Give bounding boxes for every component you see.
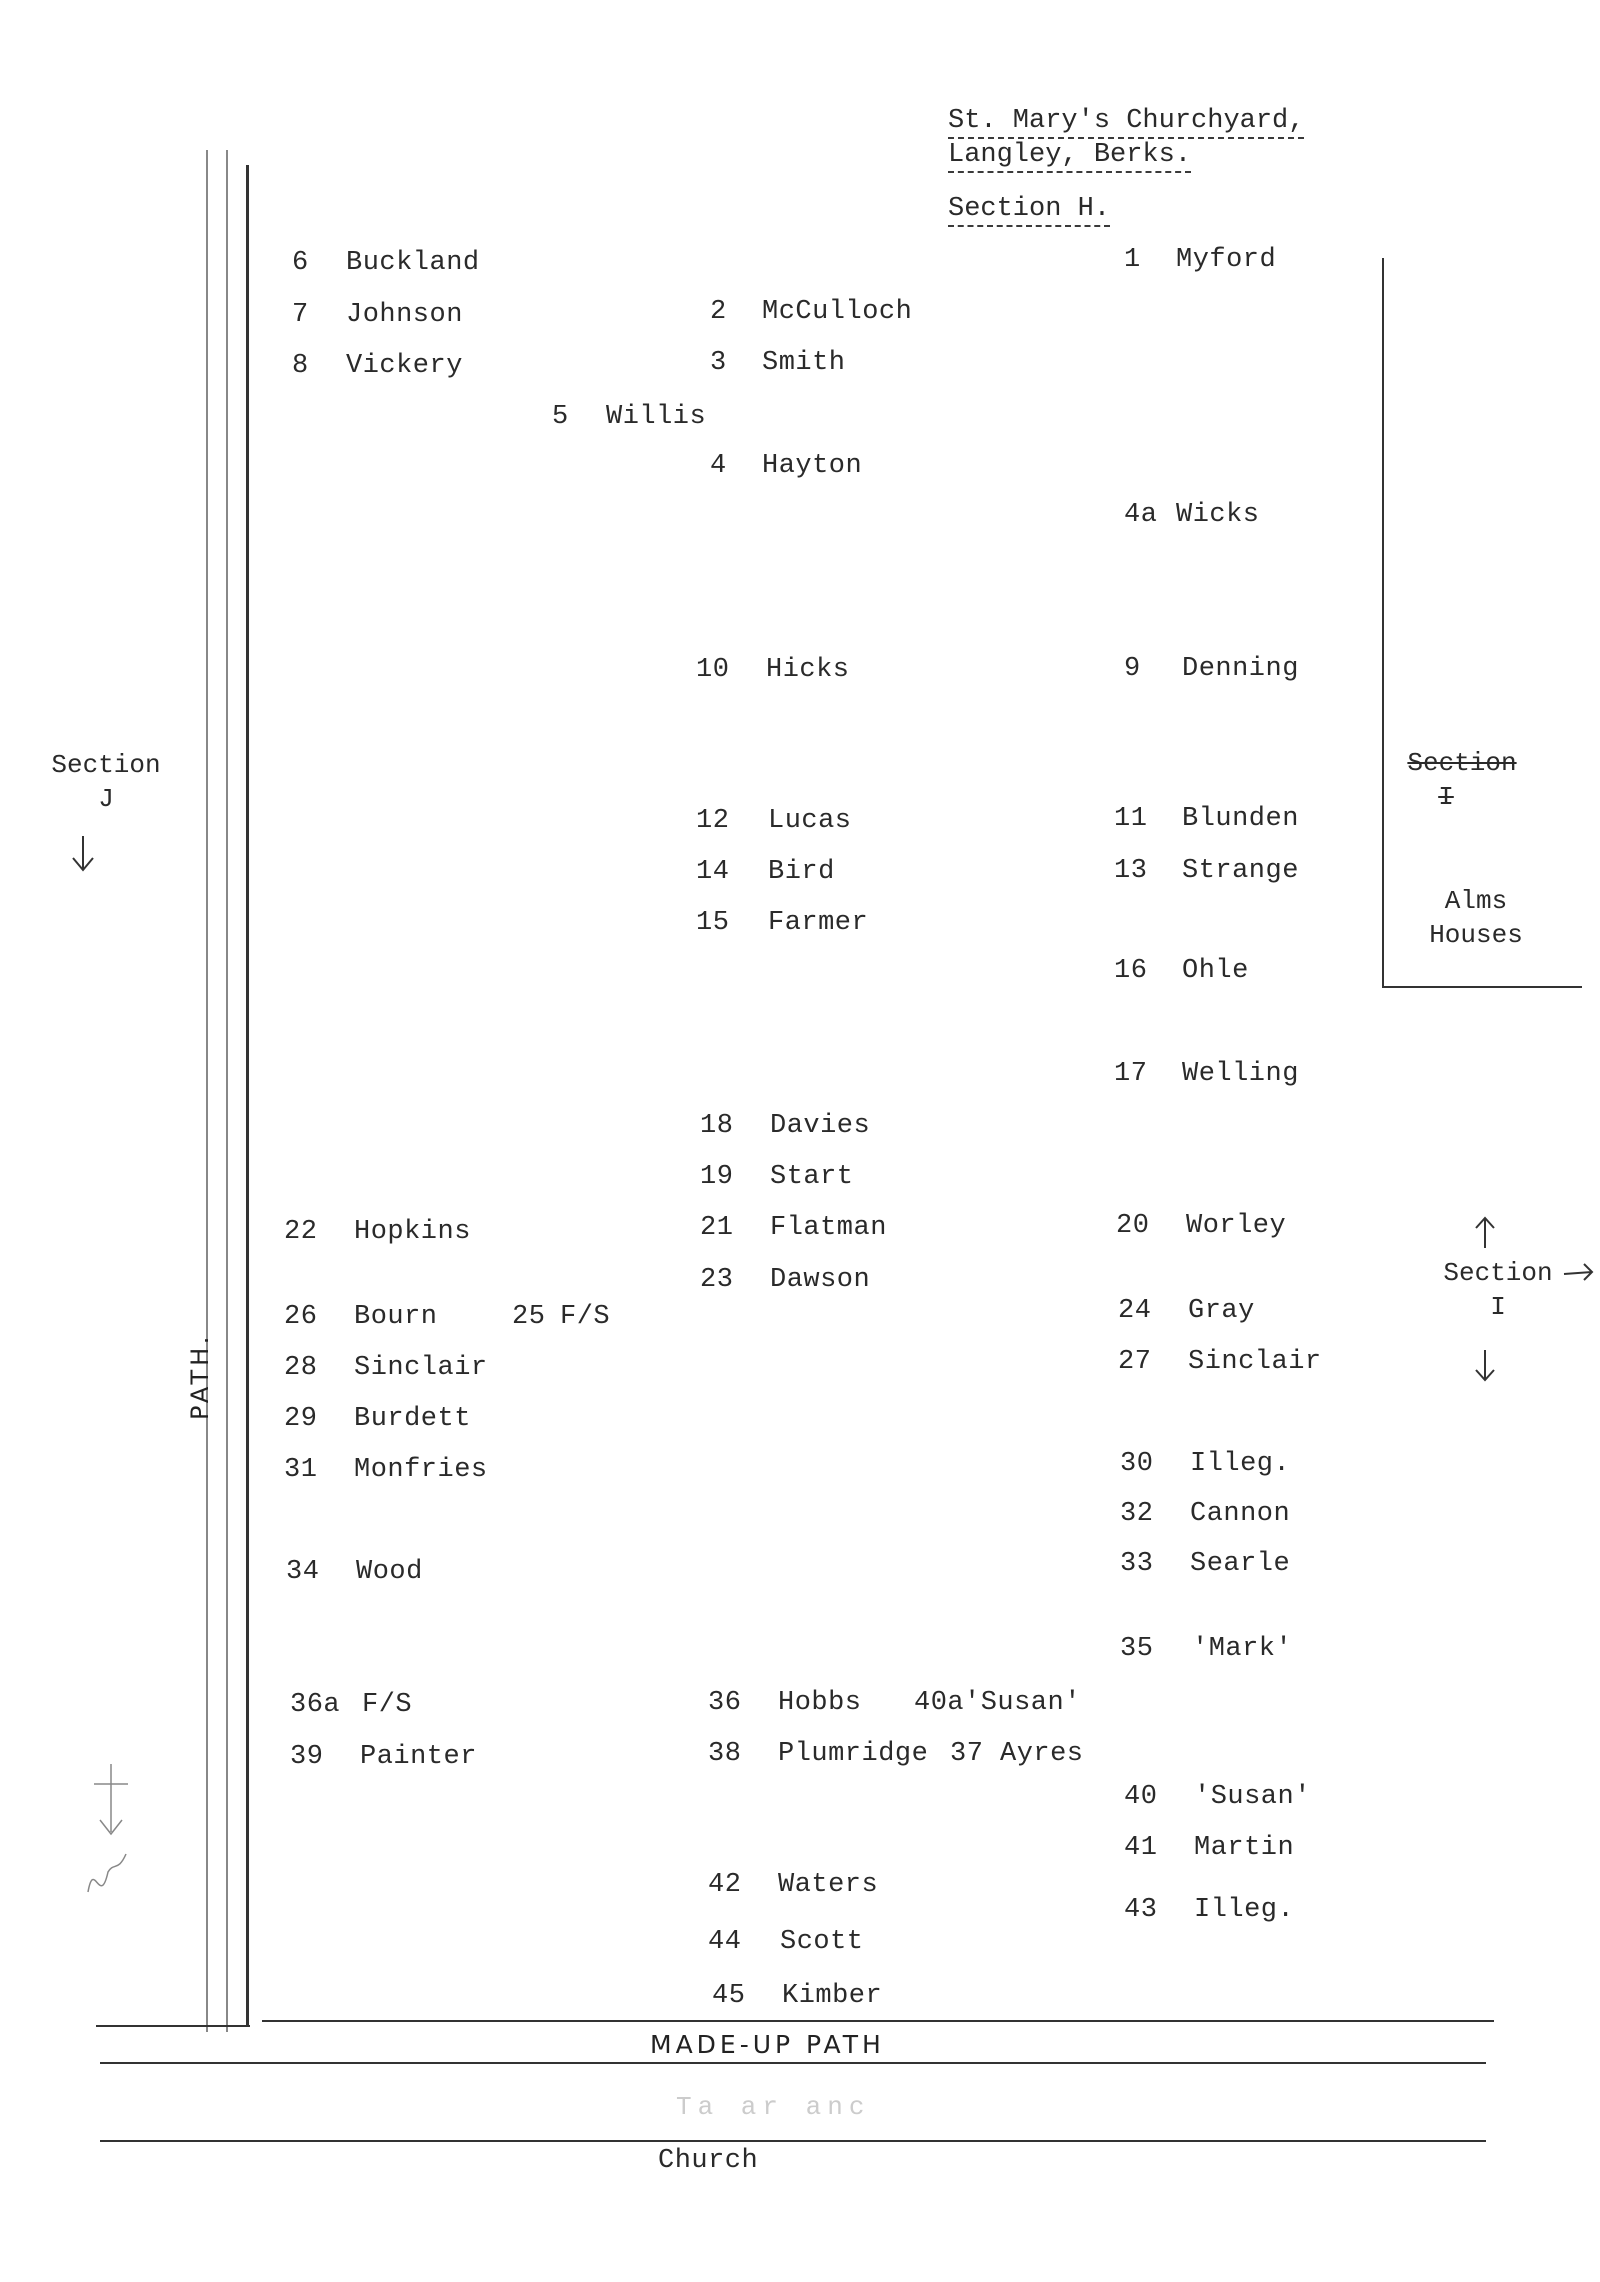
grave-name: 'Mark' (1192, 1634, 1293, 1664)
grave-entry (1124, 1784, 1311, 1811)
grave-entry (292, 250, 480, 277)
grave-number: 1 (1124, 245, 1141, 275)
grave-name: Illeg. (1194, 1895, 1295, 1925)
path-line-inner (226, 150, 228, 2032)
church-label: Church (658, 2146, 759, 2176)
grave-number: 41 (1124, 1833, 1158, 1863)
grave-name: Start (770, 1162, 854, 1192)
grave-number: 26 (284, 1302, 318, 1332)
grave-entry (284, 1457, 488, 1484)
grave-number: 9 (1124, 654, 1141, 684)
grave-entry (284, 1406, 471, 1433)
grave-number: 18 (700, 1111, 734, 1141)
grave-number: 36a (290, 1690, 341, 1720)
grave-entry (1118, 1298, 1255, 1325)
grave-number: 30 (1120, 1449, 1154, 1479)
grave-name: Kimber (782, 1981, 883, 2011)
grave-number: 17 (1114, 1059, 1148, 1089)
grave-entry (708, 1872, 878, 1899)
grave-name: McCulloch (762, 297, 913, 327)
grave-entry (696, 657, 850, 684)
grave-name: Hopkins (354, 1217, 471, 1247)
grave-number: 3 (710, 348, 727, 378)
grave-name: Flatman (770, 1213, 887, 1243)
grave-name: Illeg. (1190, 1449, 1291, 1479)
grave-name: Martin (1194, 1833, 1295, 1863)
grave-entry (1124, 656, 1299, 683)
grave-name: Bird (768, 857, 835, 887)
grave-entry (286, 1559, 423, 1586)
grave-name: Johnson (346, 300, 463, 330)
grave-name: F/S (560, 1302, 611, 1332)
grave-name: Burdett (354, 1404, 471, 1434)
grave-name: Lucas (768, 806, 852, 836)
section-i-letter: I (1490, 1292, 1506, 1322)
made-up-path-label: MADE-UP PATH (650, 2030, 885, 2059)
grave-number: 4a (1124, 500, 1158, 530)
grave-number: 37 (950, 1739, 984, 1769)
grave-number: 35 (1120, 1634, 1154, 1664)
grave-number: 36 (708, 1688, 742, 1718)
grave-name: Wicks (1176, 500, 1260, 530)
grave-name: Ohle (1182, 956, 1249, 986)
grave-number: 19 (700, 1162, 734, 1192)
grave-entry (1120, 1501, 1290, 1528)
grave-entry (950, 1741, 1084, 1768)
grave-name: Hicks (766, 655, 850, 685)
grave-entry (696, 808, 852, 835)
grave-number: 14 (696, 857, 730, 887)
grave-number: 28 (284, 1353, 318, 1383)
grave-name: Ayres (1000, 1739, 1084, 1769)
section-i-word: Section (1443, 1258, 1553, 1288)
grave-name: Monfries (354, 1455, 488, 1485)
header-line-2: Langley, Berks. (948, 142, 1191, 173)
grave-entry (700, 1267, 870, 1294)
grave-number: 20 (1116, 1211, 1150, 1241)
grave-name: Vickery (346, 351, 463, 381)
grave-number: 6 (292, 248, 309, 278)
grave-number: 29 (284, 1404, 318, 1434)
section-border-right (1382, 258, 1384, 988)
grave-name: F/S (362, 1690, 413, 1720)
section-border-bottom (262, 2020, 1494, 2022)
grave-number: 15 (696, 908, 730, 938)
grave-entry (1114, 958, 1249, 985)
section-j-label (38, 748, 174, 816)
grave-entry (1124, 1835, 1294, 1862)
grave-number: 40a (914, 1688, 965, 1718)
grave-number: 8 (292, 351, 309, 381)
path-line-outer (206, 150, 208, 2032)
church-boundary (100, 2140, 1486, 2142)
grave-name: Buckland (346, 248, 480, 278)
grave-number: 42 (708, 1870, 742, 1900)
grave-entry (284, 1355, 488, 1382)
grave-name: Hayton (762, 451, 863, 481)
grave-entry (1120, 1551, 1290, 1578)
grave-entry (710, 350, 846, 377)
grave-entry (512, 1304, 610, 1331)
path-label: PATH. (186, 1332, 214, 1420)
grave-number: 43 (1124, 1895, 1158, 1925)
houses-word: Houses (1429, 920, 1523, 950)
struck-section-label: Section (1407, 748, 1517, 778)
grave-number: 31 (284, 1455, 318, 1485)
section-j-letter: J (98, 784, 114, 814)
faint-text: Ta ar anc (676, 2092, 871, 2122)
grave-entry (1124, 502, 1260, 529)
grave-entry (552, 404, 706, 431)
grave-number: 24 (1118, 1296, 1152, 1326)
grave-entry (1120, 1636, 1292, 1663)
grave-name: Painter (360, 1742, 477, 1772)
grave-entry (1124, 1897, 1294, 1924)
alms-word: Alms (1444, 886, 1508, 916)
alms-houses-label (1408, 884, 1544, 952)
grave-name: Searle (1190, 1549, 1291, 1579)
arrow-right-icon (1562, 1260, 1596, 1284)
grave-entry (708, 1929, 864, 1956)
grave-entry (700, 1164, 854, 1191)
grave-entry (1114, 806, 1299, 833)
grave-entry (696, 859, 835, 886)
section-i-label (1434, 1256, 1562, 1324)
grave-number: 23 (700, 1265, 734, 1295)
grave-entry (1114, 858, 1299, 885)
grave-number: 45 (712, 1981, 746, 2011)
grave-number: 21 (700, 1213, 734, 1243)
grave-number: 7 (292, 300, 309, 330)
grave-name: Blunden (1182, 804, 1299, 834)
grave-entry (696, 910, 868, 937)
arrow-up-icon (1470, 1214, 1500, 1250)
grave-entry (700, 1113, 870, 1140)
grave-number: 44 (708, 1927, 742, 1957)
grave-entry (292, 302, 463, 329)
grave-name: Scott (780, 1927, 864, 1957)
grave-number: 13 (1114, 856, 1148, 886)
grave-number: 10 (696, 655, 730, 685)
grave-number: 40 (1124, 1782, 1158, 1812)
alms-houses-bottom (1384, 986, 1582, 988)
grave-name: Plumridge (778, 1739, 929, 1769)
grave-number: 38 (708, 1739, 742, 1769)
grave-name: Waters (778, 1870, 879, 1900)
grave-entry (710, 299, 912, 326)
arrow-down-icon (68, 834, 98, 874)
grave-entry (292, 353, 463, 380)
grave-name: Hobbs (778, 1688, 862, 1718)
grave-name: Davies (770, 1111, 871, 1141)
grave-number: 39 (290, 1742, 324, 1772)
grave-number: 33 (1120, 1549, 1154, 1579)
grave-name: Myford (1176, 245, 1277, 275)
grave-entry (710, 453, 862, 480)
grave-entry (290, 1744, 477, 1771)
grave-entry (914, 1690, 1081, 1717)
grave-number: 22 (284, 1217, 318, 1247)
grave-name: Gray (1188, 1296, 1255, 1326)
grave-name: Strange (1182, 856, 1299, 886)
grave-entry (1114, 1061, 1299, 1088)
section-heading: Section H. (948, 196, 1110, 227)
made-up-path-top (100, 2062, 1486, 2064)
grave-entry (1124, 247, 1276, 274)
grave-number: 32 (1120, 1499, 1154, 1529)
grave-name: Farmer (768, 908, 869, 938)
section-j-word: Section (51, 750, 161, 780)
grave-name: Willis (606, 402, 707, 432)
grave-entry (712, 1983, 882, 2010)
grave-number: 27 (1118, 1347, 1152, 1377)
grave-number: 11 (1114, 804, 1148, 834)
grave-number: 25 (512, 1302, 546, 1332)
grave-entry (290, 1692, 412, 1719)
grave-number: 12 (696, 806, 730, 836)
grave-name: Bourn (354, 1302, 438, 1332)
grave-name: Dawson (770, 1265, 871, 1295)
grave-entry (708, 1690, 862, 1717)
grave-entry (700, 1215, 887, 1242)
grave-entry (284, 1304, 438, 1331)
grave-name: Smith (762, 348, 846, 378)
grave-name: Cannon (1190, 1499, 1291, 1529)
grave-name: Sinclair (354, 1353, 488, 1383)
grave-name: Wood (356, 1557, 423, 1587)
struck-section-letter: I (1438, 782, 1454, 812)
grave-number: 34 (286, 1557, 320, 1587)
pencil-mark-icon (86, 1762, 136, 1912)
grave-name: Denning (1182, 654, 1299, 684)
grave-entry (284, 1219, 471, 1246)
grave-entry (708, 1741, 928, 1768)
grave-name: Sinclair (1188, 1347, 1322, 1377)
grave-name: Welling (1182, 1059, 1299, 1089)
arrow-down-icon (1470, 1348, 1500, 1384)
grave-entry (1116, 1213, 1286, 1240)
grave-number: 5 (552, 402, 569, 432)
grave-number: 2 (710, 297, 727, 327)
grave-name: Worley (1186, 1211, 1287, 1241)
grave-name: 'Susan' (1194, 1782, 1311, 1812)
grave-entry (1118, 1349, 1322, 1376)
grave-entry (1120, 1451, 1290, 1478)
section-border-left (246, 165, 249, 2027)
path-bottom-left (96, 2025, 250, 2027)
header-line-1: St. Mary's Churchyard, (948, 108, 1304, 139)
grave-number: 16 (1114, 956, 1148, 986)
grave-name: 'Susan' (964, 1688, 1081, 1718)
grave-number: 4 (710, 451, 727, 481)
